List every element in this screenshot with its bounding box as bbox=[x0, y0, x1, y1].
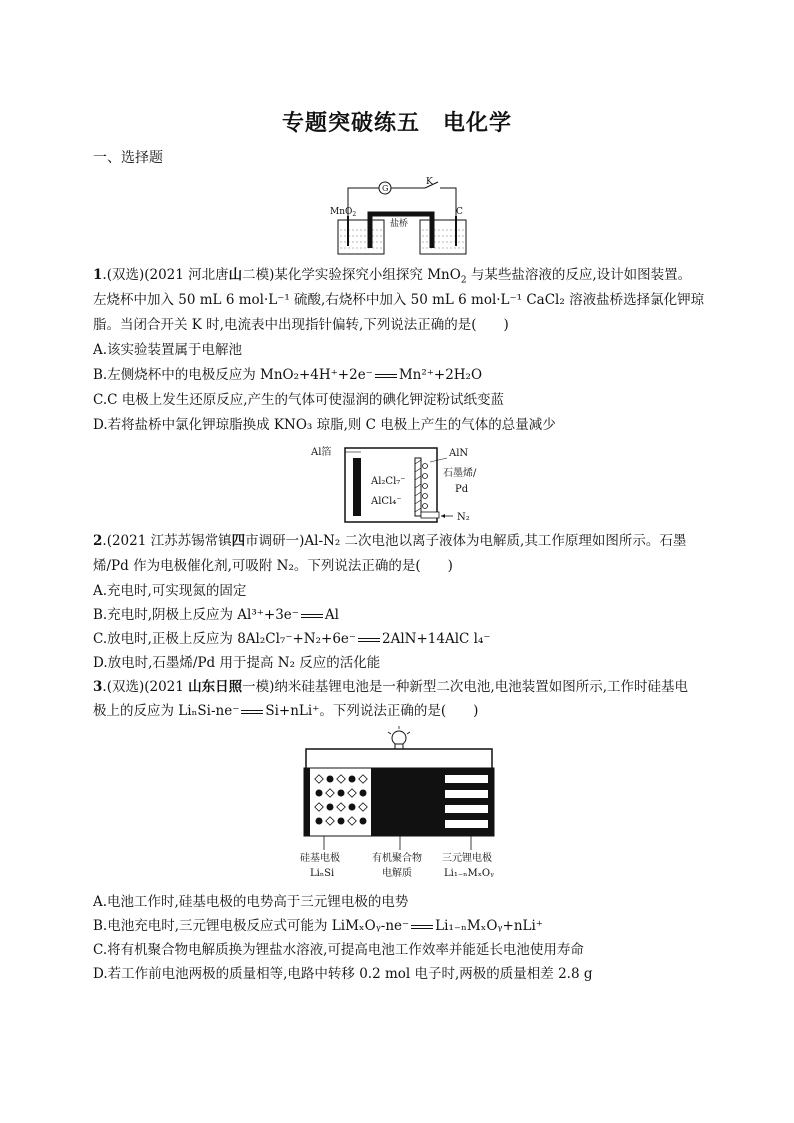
pd-label: Pd bbox=[455, 484, 469, 495]
salt-bridge-label: 盐桥 bbox=[390, 219, 409, 229]
switch-label: K bbox=[426, 177, 433, 187]
section-heading: 一、选择题 bbox=[93, 150, 163, 166]
q2-option-c: C.放电时,正极上反应为 8Al₂Cl₇⁻+N₂+6e⁻ 2AlN+14AlC l₄⁻ bbox=[93, 631, 491, 647]
alcl4-label: AlCl₄⁻ bbox=[371, 496, 402, 507]
mno2-label: MnO$_2$ bbox=[330, 207, 357, 218]
q2-option-a: A.充电时,可实现氮的固定 bbox=[93, 583, 247, 599]
figure-3-battery-diagram bbox=[296, 726, 506, 886]
q1-option-b: B.左侧烧杯中的电极反应为 MnO₂+4H⁺+2e⁻ Mn²⁺+2H₂O bbox=[93, 367, 483, 383]
page-title: 专题突破练五 电化学 bbox=[281, 111, 512, 136]
al2cl7-label: Al₂Cl₇⁻ bbox=[371, 476, 406, 487]
q2-option-d: D.放电时,石墨烯/Pd 用于提高 N₂ 反应的活化能 bbox=[93, 655, 381, 671]
q3-stem-line2: 极上的反应为 LiₙSi-ne⁻ Si+nLi⁺。下列说法正确的是( ) bbox=[93, 703, 479, 719]
q1-option-c: C.C 电极上发生还原反应,产生的气体可使湿润的碘化钾淀粉试纸变蓝 bbox=[93, 392, 505, 408]
si-electrode-formula: LiₙSi bbox=[310, 868, 335, 879]
q3-option-b: B.电池充电时,三元锂电极反应式可能为 LiMₓOᵧ-ne⁻ Li₁₋ₙMₓOᵧ+nLi⁺ bbox=[93, 918, 543, 934]
polymer-label: 有机聚合物 bbox=[372, 853, 422, 864]
graphene-label: 石墨烯/ bbox=[443, 468, 477, 479]
q3-stem-line1: 3.(双选)(2021 山东日照一模)纳米硅基锂电池是一种新型二次电池,电池装置如图所示,工作时硅基电 bbox=[93, 679, 689, 695]
q3-option-d: D.若工作前电池两极的质量相等,电路中转移 0.2 mol 电子时,两极的质量相差 2.8 g bbox=[93, 966, 593, 982]
lightbulb-icon bbox=[388, 726, 410, 749]
ternary-electrode-formula: Li₁₋ₙMₓOᵧ bbox=[444, 868, 494, 879]
q1-stem-line2: 左烧杯中加入 50 mL 6 mol·L⁻¹ 硫酸,右烧杯中加入 50 mL 6 mol·L⁻¹ CaCl₂ 溶液盐桥选择氯化钾琼 bbox=[93, 292, 705, 308]
electrolyte-label: 电解质 bbox=[382, 868, 412, 879]
al-foil-label: Al箔 bbox=[311, 447, 332, 458]
galvanometer-label: G bbox=[382, 184, 389, 193]
q2-stem-line1: 2.(2021 江苏苏锡常镇四市调研一)Al-N₂ 二次电池以离子液体为电解质,其工作原理如图所示。石墨 bbox=[93, 533, 687, 549]
figure-1-cell-diagram bbox=[330, 176, 470, 258]
ternary-electrode-label: 三元锂电极 bbox=[442, 853, 492, 864]
si-electrode-label: 硅基电极 bbox=[300, 853, 340, 864]
q3-option-c: C.将有机聚合物电解质换为锂盐水溶液,可提高电池工作效率并能延长电池使用寿命 bbox=[93, 942, 584, 958]
figure-2-battery-diagram bbox=[305, 440, 495, 530]
q1-stem-line1: 1.(双选)(2021 河北唐山二模)某化学实验探究小组探究 MnO$_2$ 与某些盐溶液的反应,设计如图装置。 bbox=[93, 267, 692, 286]
q2-option-b: B.充电时,阴极上反应为 Al³⁺+3e⁻ Al bbox=[93, 607, 339, 623]
aln-label: AlN bbox=[449, 448, 469, 459]
q3-option-a: A.电池工作时,硅基电极的电势高于三元锂电极的电势 bbox=[93, 894, 409, 910]
n2-label: N₂ bbox=[457, 512, 470, 523]
q2-stem-line2: 烯/Pd 作为电极催化剂,可吸附 N₂。下列说法正确的是( ) bbox=[93, 558, 453, 574]
q1-option-d: D.若将盐桥中氯化钾琼脂换成 KNO₃ 琼脂,则 C 电极上产生的气体的总量减少 bbox=[93, 417, 556, 433]
carbon-electrode-label: C bbox=[456, 207, 463, 217]
q1-stem-line3: 脂。当闭合开关 K 时,电流表中出现指针偏转,下列说法正确的是( ) bbox=[93, 317, 509, 333]
q1-option-a: A.该实验装置属于电解池 bbox=[93, 342, 243, 358]
